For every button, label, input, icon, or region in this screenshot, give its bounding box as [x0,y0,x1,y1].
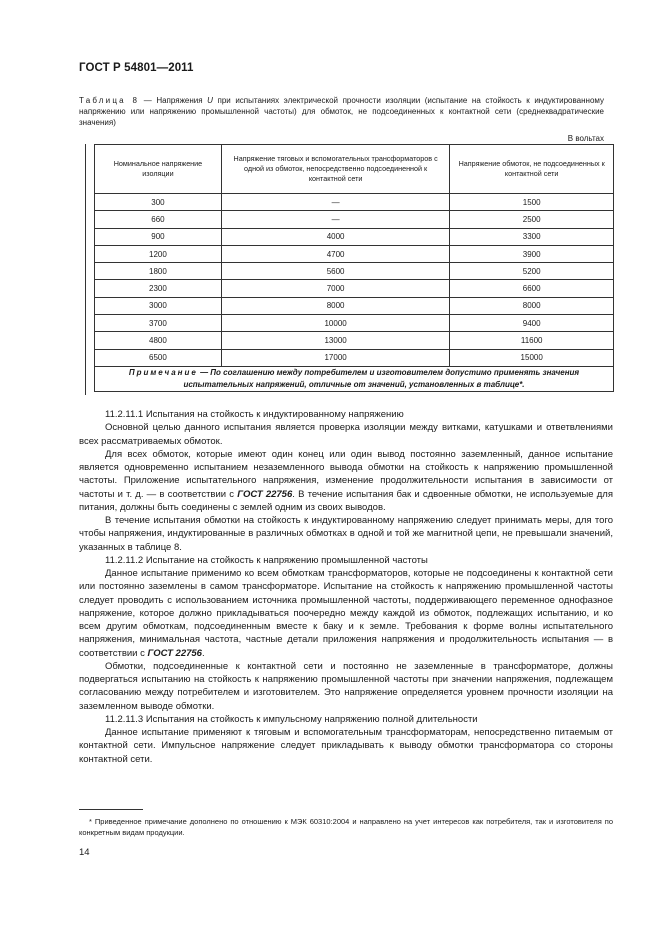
paragraph: Основной целью данного испытания является проверка изоляции между витками, катушками и ответвлениями всех рассматриваемых обмоток. [79,422,613,447]
paragraph: Данное испытание применяют к тяговым и вспомогательным трансформаторам, непосредственно питаемым от контактной сети. Импульсное напряжение следует прикладывать к выводу обмотки трансформатора со стороны контактной сети. [79,727,613,765]
table-units: В вольтах [567,134,604,143]
voltage-table [94,144,614,392]
table-container [85,144,614,392]
table-cell: 3300 [450,228,614,245]
table-cell: 15000 [450,349,614,366]
section-heading-11-2-11-3: 11.2.11.3 Испытания на стойкость к импульсному напряжению полной длительности [105,713,478,725]
table-cell: 3000 [95,297,222,314]
paragraph-text: Для всех обмоток, которые имеют один конец или один вывод постоянно заземленный, данное испытание является одновременно испытанием незаземленного вывода обмотки на стойкость к напряжению промышленной частоты. Приложение испытательного напряжения, изменение продолжительности испытания в зависимости от частоты и т. д. — в соответствии с [79,448,613,500]
table-cell: — [221,194,449,211]
paragraph: Обмотки, подсоединенные к контактной сети и постоянно не заземленные в трансформаторе, должны подвергаться испытанию на стойкость к напряжению промышленной частоты при значении напряжения, подлежащем согласованию между потребителем и изготовителем. Это напряжение определяется уровнем прочности изоляции на заземленном выводе обмотки. [79,660,613,712]
table-cell: 4000 [221,228,449,245]
paragraph: В течение испытания обмотки на стойкость к индуктированному напряжению следует принимать меры, для того чтобы напряжения, индуктированные в различных обмотках в одной и той же магнитной цепи, не превышали значений, указанных в таблице 8. [79,515,613,553]
table-row [95,228,614,245]
paragraph-text: . [201,647,205,659]
table-row [95,332,614,349]
table-row [95,315,614,332]
table-cell: 1800 [95,263,222,280]
table-caption-lead: Таблица 8 [79,96,140,105]
table-cell: 3700 [95,315,222,332]
table-note-label: Примечание [128,367,198,377]
table-row [95,349,614,366]
table-row [95,211,614,228]
table-cell: 4700 [221,245,449,262]
paragraph-text: . В течение испытания бак и сдвоенные обмотки, не используемые для питания, должны быть соединены с землей одним из своих выводов. [79,488,613,513]
table-cell: 300 [95,194,222,211]
table-note-row [95,366,614,391]
table-cell: — [221,211,449,228]
table-row [95,194,614,211]
standard-reference: ГОСТ 22756 [147,647,202,659]
table-header-row [95,145,614,194]
table-cell: 8000 [450,297,614,314]
footnote-divider [79,809,143,810]
table-cell: 2300 [95,280,222,297]
paragraph [79,448,613,514]
table-caption-text-b: при испытаниях электрической прочности изоляции (испытание на стойкость к индуктированному напряжению или напряжению промышленной частоты) для обмоток, не подсоединенных к контактной сети (среднеквадратические значения) [79,96,604,128]
table-cell: 1500 [450,194,614,211]
table-caption [79,95,604,129]
standard-reference: ГОСТ 22756 [237,488,293,500]
paragraph-text: Данное испытание применимо ко всем обмоткам трансформаторов, которые не подсоединены к контактной сети или постоянно заземлены в самом трансформаторе. Испытание на стойкость к напряжению промышленной частоты следует проводить с использованием источника промышленной частоты, поддерживающего переменное однофазное напряжение, которое должно прикладываться поочередно между каждой из обмоток, подлежащих испытанию, и ко всем другим обмоткам, подсоединенным вместе к баку и к земле. Требования к форме волны испытательного напряжения, минимальная частота, частные детали приложения напряжения и продолжительность испытания — в соответствии с [79,568,613,659]
table-cell: 10000 [221,315,449,332]
table-cell: 13000 [221,332,449,349]
table-cell: 5200 [450,263,614,280]
table-cell: 2500 [450,211,614,228]
page-number: 14 [79,847,90,858]
body-text [79,408,613,766]
section-heading-11-2-11-1: 11.2.11.1 Испытания на стойкость к индуктированному напряжению [105,409,404,420]
table-row [95,245,614,262]
table-cell: 900 [95,228,222,245]
table-cell: 11600 [450,332,614,349]
table-row [95,280,614,297]
table-cell: 660 [95,211,222,228]
header-cell: Номинальное напряжение изоляции [95,145,222,194]
table-cell: 7000 [221,280,449,297]
header-cell: Напряжение обмоток, не подсоединенных к контактной сети [450,145,614,194]
table-cell: 4800 [95,332,222,349]
document-header: ГОСТ Р 54801—2011 [79,62,194,74]
paragraph [79,567,613,660]
table-cell: 5600 [221,263,449,280]
table-cell: 1200 [95,245,222,262]
table-cell: 6600 [450,280,614,297]
table-left-rule [85,144,86,395]
table-cell: 17000 [221,349,449,366]
section-heading-11-2-11-2: 11.2.11.2 Испытание на стойкость к напряжению промышленной частоты [105,554,428,566]
header-cell: Напряжение тяговых и вспомогательных трансформаторов с одной из обмоток, непосредственно подсоединенной к контактной сети [221,145,449,194]
table-cell: 8000 [221,297,449,314]
table-cell: 3900 [450,245,614,262]
table-note [95,366,614,391]
table-row [95,297,614,314]
table-caption-symbol: U [207,96,213,105]
footnote: * Приведенное примечание дополнено по отношению к МЭК 60310:2004 и направлено на учет интересов как потребителя, так и изготовителя по конкретным видам продукции. [79,817,613,837]
table-caption-text-a: — Напряжения [139,96,208,105]
table-cell: 6500 [95,349,222,366]
table-row [95,263,614,280]
table-cell: 9400 [450,315,614,332]
table-note-text: — По соглашению между потребителем и изготовителем допустимо применять значения испытательных напряжений, отличные от значений, установленных в таблице*. [183,367,580,389]
